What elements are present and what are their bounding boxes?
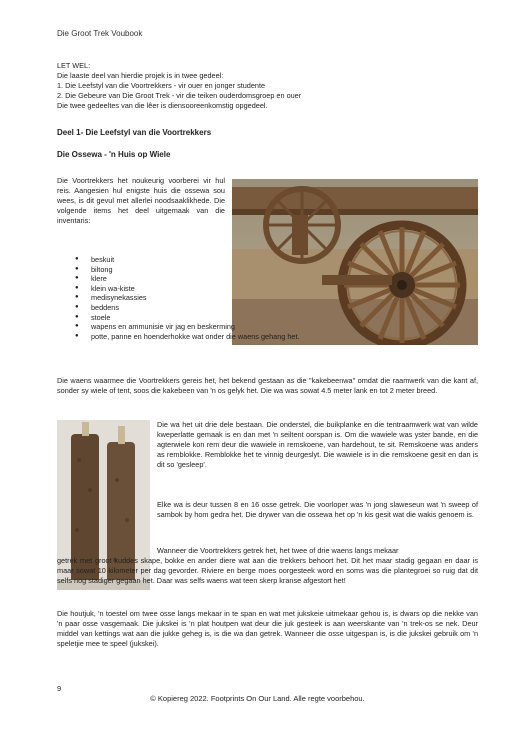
list-item: ● beddens bbox=[57, 303, 327, 313]
page-number: 9 bbox=[57, 684, 62, 693]
paragraph-houtjuk: Die houtjuk, 'n toestel om twee osse langs mekaar in te span en wat met jukskeie uitmekaar gehou is, is dwars op die nekke van 'n paar osse vasgemaak. Die jukskei is 'n plat houtpen wat deur die juk gesteek is aan weerskante van 'n trek-os se nek. Deur middel van kettings wat aan die jukke geheg is, is die wa dan getrek. Wanneer die osse uitgespan is, is die jukskei gebruik om 'n speletjie mee te speel (jukskei). bbox=[57, 609, 478, 648]
list-item: ● potte, panne en hoenderhokke wat onder die waens gehang het. bbox=[57, 332, 327, 342]
paragraph-preparation: Die Voortrekkers het noukeurig voorberei vir hul reis. Aangesien hul enigste huis die ossewa sou wees, is dit gevul met allerlei noodsaaklikhede. Die volgende items het deel uitgemaak van die inventaris: bbox=[57, 176, 225, 225]
paragraph-line: Wanneer die Voortrekkers getrek het, het twee of drie waens langs mekaar bbox=[157, 546, 399, 555]
paragraph-kakebeenwa: Die waens waarmee die Voortrekkers gereis het, het bekend gestaan as die "kakebeenwa" omdat die raamwerk van die kant af, sonder sy wiele of tent, soos die kakebeen van 'n os gelyk het. Die wa was sowat 4.5 meter lank en tot 2 meter breed. bbox=[57, 376, 478, 395]
list-item: ● wapens en ammunisie vir jag en beskerming bbox=[57, 322, 261, 332]
intro-line: Die laaste deel van hierdie projek is in twee gedeel: bbox=[57, 70, 224, 80]
list-item: ● biltong bbox=[57, 265, 327, 275]
list-item: ● stoele bbox=[57, 313, 327, 323]
intro-line: 1. Die Leefstyl van die Voortrekkers - vir ouer en jonger studente bbox=[57, 80, 266, 90]
paragraph-trekking bbox=[57, 546, 478, 586]
intro-note bbox=[57, 61, 477, 111]
list-item: ● medisynekassies bbox=[57, 293, 327, 303]
inventory-list bbox=[57, 255, 327, 341]
copyright-footer: © Kopiereg 2022. Footprints On Our Land. Alle regte voorbehou. bbox=[150, 694, 365, 703]
subsection-heading: Die Ossewa - 'n Huis op Wiele bbox=[57, 150, 171, 159]
intro-line: Die twee gedeeltes van die lêer is diensooreenkomstig opgedeel. bbox=[57, 100, 268, 110]
intro-line: LET WEL: bbox=[57, 61, 91, 70]
paragraph-wagon-parts: Die wa het uit drie dele bestaan. Die onderstel, die buikplanke en die tentraamwerk wat van wilde kweperlatte gemaak is en dan met 'n seiltent oorspan is. Om die wawiele was yster bande, en die agterwiele kon rem deur die wawiele in remskoene, van hardehout, te sit. Remskoene was anders as remblokke. Remblokke het te vinnig deurgeslyt. Die wawiele is in die remskoene gesit en dan is dit so 'gesleep'. bbox=[157, 420, 478, 469]
paragraph-oxen: Elke wa is deur tussen 8 en 16 osse getrek. Die voorloper was 'n jong slaweseun wat 'n sweep of sambok by hom gedra het. Die drywer van die ossewa het op 'n kis gesit wat die wakis genoem is. bbox=[157, 500, 478, 519]
section-heading: Deel 1- Die Leefstyl van die Voortrekkers bbox=[57, 128, 212, 137]
list-item: ● beskuit bbox=[57, 255, 327, 265]
paragraph-line: getrek met groot kuddes skape, bokke en ander diere wat aan die trekkers behoort het. Dit het maar stadig gegaan en daar is maar sowat 10 kilometer per dag gevorder. Riviere en berge moes oorgesteek word en soms was die plantegroei so ruig dat dit selfs nog stadiger gegaan het. Daar was selfs waens wat teen skerp kranse afgestort het! bbox=[57, 555, 478, 585]
list-item: ● klere bbox=[57, 274, 327, 284]
document-header: Die Groot Trek Voubook bbox=[57, 29, 143, 38]
list-item: ● klein wa-kiste bbox=[57, 284, 327, 294]
intro-line: 2. Die Gebeure van Die Groot Trek - vir die teiken ouderdomsgroep en ouer bbox=[57, 90, 302, 100]
